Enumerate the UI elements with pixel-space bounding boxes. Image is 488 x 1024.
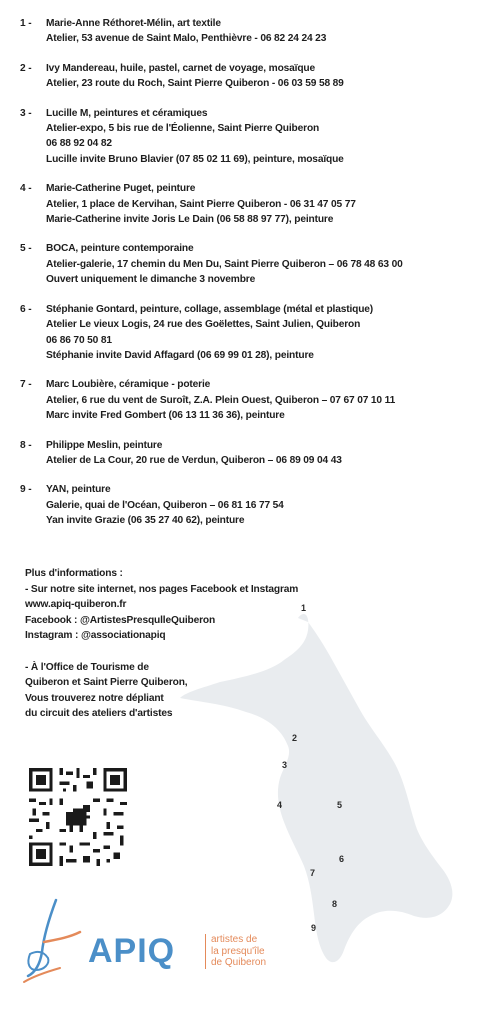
atelier-address: Atelier, 6 rue du vent de Suroît, Z.A. Plein Ouest, Quiberon – 07 67 07 10 11 [46,394,396,406]
facebook-handle[interactable]: Facebook : @ArtistesPresqulleQuiberon [25,614,216,626]
atelier-entry-5 [20,241,480,287]
artist-name: BOCA, peinture contemporaine [46,243,194,255]
guest-artist: Marie-Catherine invite Joris Le Dain (06 58 88 97 77), peinture [46,214,334,226]
office-line-1: - À l'Office de Tourisme de [25,661,149,673]
map-marker-7: 7 [310,868,316,878]
atelier-entry-3 [20,106,480,168]
map-marker-3: 3 [282,760,288,770]
entry-number: 3 - [20,107,32,119]
office-line-3: Vous trouverez notre dépliant [25,692,164,704]
atelier-address: Atelier de La Cour, 20 rue de Verdun, Quiberon – 06 89 09 04 43 [46,454,342,466]
entry-number: 2 - [20,62,32,74]
entry-number: 4 - [20,183,32,195]
map-marker-6: 6 [339,854,345,864]
map-marker-5: 5 [337,800,343,810]
entry-number: 5 - [20,243,32,255]
more-info [25,566,355,722]
entry-number: 8 - [20,439,32,451]
artist-name: Stéphanie Gontard, peinture, collage, assemblage (métal et plastique) [46,303,374,315]
guest-artist: Yan invite Grazie (06 35 27 40 62), peinture [46,515,245,527]
atelier-address: Atelier, 53 avenue de Saint Malo, Penthièvre - 06 82 24 24 23 [46,33,327,45]
map-marker-2: 2 [292,733,298,743]
artist-name: Philippe Meslin, peinture [46,439,163,451]
atelier-address: Atelier-galerie, 17 chemin du Men Du, Saint Pierre Quiberon – 06 78 48 63 00 [46,258,403,270]
guest-artist: Stéphanie invite David Affagard (06 69 99 01 28), peinture [46,349,314,361]
office-line-2: Quiberon et Saint Pierre Quiberon, [25,677,188,689]
office-line-4: du circuit des ateliers d'artistes [25,708,173,720]
atelier-phone: 06 88 92 04 82 [46,138,112,150]
entry-number: 6 - [20,303,32,315]
atelier-entry-8 [20,438,480,469]
atelier-entry-1 [20,16,480,47]
guest-artist: Marc invite Fred Gombert (06 13 11 36 36), peinture [46,410,285,422]
entry-number: 9 - [20,484,32,496]
map-marker-4: 4 [277,800,283,810]
atelier-address: Galerie, quai de l'Océan, Quiberon – 06 81 16 77 54 [46,499,284,511]
map-marker-1: 1 [301,603,307,613]
artist-name: Marie-Catherine Puget, peinture [46,183,196,195]
atelier-address: Atelier Le vieux Logis, 24 rue des Goëlettes, Saint Julien, Quiberon [46,319,361,331]
atelier-address: Atelier, 1 place de Kervihan, Saint Pierre Quiberon - 06 31 47 05 77 [46,198,356,210]
guest-artist: Lucille invite Bruno Blavier (07 85 02 11 69), peinture, mosaïque [46,153,344,165]
qr-code[interactable] [29,768,127,866]
atelier-list [20,16,480,543]
tagline-line-3: de Quiberon [211,957,267,969]
info-title: Plus d'informations : [25,568,123,579]
artist-name: Marie-Anne Réthoret-Mélin, art textile [46,18,221,29]
artist-name: Ivy Mandereau, huile, pastel, carnet de voyage, mosaïque [46,62,316,74]
map-marker-8: 8 [332,899,338,909]
instagram-handle[interactable]: Instagram : @associationapiq [25,630,166,642]
tagline-line-1: artistes de [211,934,258,945]
website-link[interactable]: www.apiq-quiberon.fr [25,599,127,611]
map-marker-9: 9 [311,923,317,933]
tagline-line-2: la presqu'île [211,945,265,957]
atelier-address: Atelier-expo, 5 bis rue de l'Éolienne, Saint Pierre Quiberon [46,123,320,135]
artist-name: Lucille M, peintures et céramiques [46,107,208,119]
entry-number: 7 - [20,379,32,391]
atelier-entry-4 [20,181,480,227]
info-web: - Sur notre site internet, nos pages Facebook et Instagram [25,583,299,595]
apiq-tagline [205,934,266,969]
opening-note: Ouvert uniquement le dimanche 3 novembre [46,274,256,286]
atelier-entry-6 [20,302,480,364]
artist-name: Marc Loubière, céramique - poterie [46,379,211,391]
atelier-address: Atelier, 23 route du Roch, Saint Pierre Quiberon - 06 03 59 58 89 [46,78,344,90]
atelier-entry-7 [20,377,480,423]
atelier-phone: 06 86 70 50 81 [46,334,112,346]
atelier-entry-2 [20,61,480,92]
entry-number: 1 - [20,18,32,29]
atelier-entry-9 [20,482,480,528]
apiq-logo-text: APIQ [88,932,176,970]
artist-name: YAN, peinture [46,484,111,496]
